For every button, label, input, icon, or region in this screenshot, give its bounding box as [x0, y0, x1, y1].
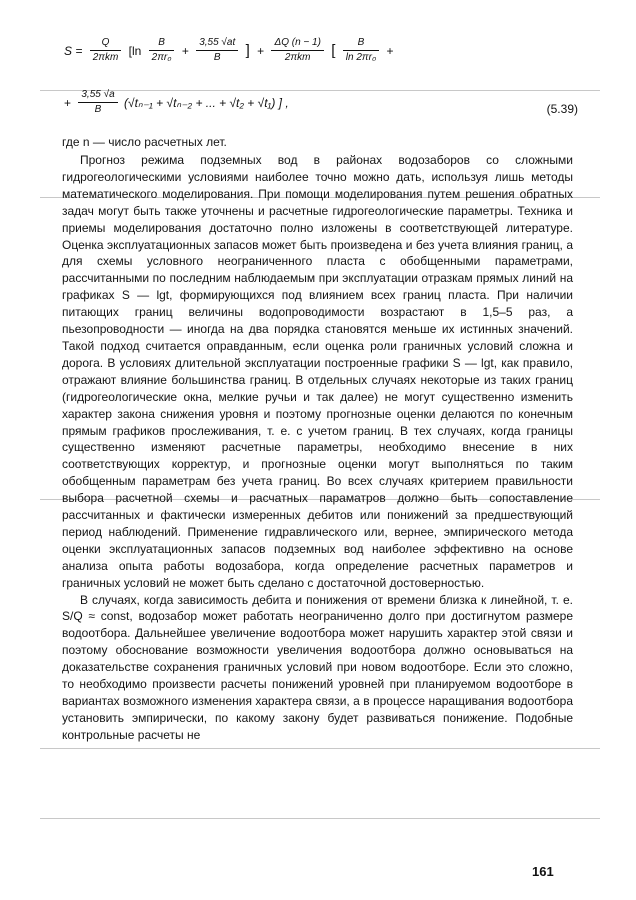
fraction-b-ln2pir0: $\frac{B}{\text{ln 2πr₀}}$: [343, 36, 379, 65]
plus-sign: +: [181, 43, 189, 58]
fraction-dq-n-1: $\frac{\Delta Q (n - 1)}{\text{2πkm}}$: [271, 36, 323, 65]
paragraph-1: Прогноз режима подземных вод в районах водозаборов со сложными гидрогеологическими условиями наиболее точно можно дать, используя лишь методы математического моделирования. При помощи моделирования путем решения обратных задач могут быть также уточнены и расчетные гидрогеологические параметры. Техника и приемы моделирования достаточно полно изложены в соответствующей литературе. Оценка эксплуатационных запасов может быть произведена и без учета влияния границ, а для схемы условного неограниченного пласта с обобщенными параметрами, рассчитанными по последним наблюдаемым при эксплуатации отразкам прямых линий на графиках S — lgt, формирующихся под влиянием всех границ пласта. При наличии питающих границ величины водопроводимости возрастают в 1,5–5 раз, а пьезопроводности — иногда на два порядка становятся меньше их истинных значений. Такой подход считается оправданным, если оценка роли граничных условий сложна и дорога. В условиях длительной эксплуатации построенные графики S — lgt, как правило, отражают влияние большинства границ. В отдельных случаях некоторые из таких границ (гидрогеологические окна, мелкие ручьи и так далее) не могут существенно изменить характер закона снижения уровня и поэтому прогнозные оценки делаются по конечным прямым графиков прослеживания, т. е. с учетом границ. В тех случаях, когда границы существенно изменяют расчетные параметры, необходимо внесение в них соответствующих корректур, и прогнозные оценки могут выполняться по таким обобщенным параметрам без учета границ. Во всех случаях критерием правильности выбора расчетной схемы и расчатных параматров должно быть сопоставление рассчитанных и фактически измеренных дебитов или понижений за предшествующий период наблюдений. Применение гидравлического или, вернее, эмпирического метода оценки эксплуатационных запасов подземных вод наиболее эффективно на основе анализа опыта работы водозабора, когда определение расчетных параметров и граничных условий не может быть сделано с достаточной достоверностью.: [62, 153, 573, 590]
sum-of-roots: (√tₙ₋₁ + √tₙ₋₂ + ... + √t₂ + √t₁) ] ,: [124, 95, 289, 110]
scan-line: [40, 818, 600, 819]
plus-sign: +: [64, 95, 72, 110]
formula-line-2: [62, 88, 582, 128]
page-number: 161: [532, 864, 554, 879]
bracket-open: [: [331, 42, 336, 59]
formula-line-1: [62, 36, 582, 88]
fraction-q-2pikm: $\frac{Q}{\text{2πkm}}$: [90, 36, 122, 65]
fraction-b-2pir0: $\frac{B}{\text{2πr₀}}$: [149, 36, 175, 65]
equation-number: (5.39): [546, 102, 578, 116]
plus-sign: +: [386, 43, 394, 58]
body-text: [62, 152, 573, 744]
scan-line: [40, 748, 600, 749]
fraction-355-sqrt-a: $\frac{3,55 √a}{B}$: [78, 88, 117, 117]
fraction-355-sqrt-at: $\frac{3,55 √at}{B}$: [196, 36, 238, 65]
plus-sign: +: [257, 43, 265, 58]
paragraph-2: В случаях, когда зависимость дебита и понижения от времени близка к линейной, т. е. S/Q ≈ const, водозабор может работать неограниченно долго при достигнутом размере водоотбора. Дальнейшее увеличение водоотбора может нарушить характер этой связи и поэтому обоснование возможности увеличения водоотбора должно основываться на доказательстве сохранения граничных условий при новом водоотборе. Если это сложно, то необходимо произвести расчеты понижений уровней при планируемом водоотборе в вариантах возможного изменения характера связи, а в процессе наращивания водоотбора установить эмпирически, по какому закону будет развиваться понижение. Подобные контрольные расчеты не: [62, 592, 573, 742]
formula-s-eq: S =: [64, 43, 83, 58]
where-line: где n — число расчетных лет.: [62, 135, 227, 149]
bracket-close: ]: [245, 42, 250, 59]
bracket-open-ln: [ln: [128, 43, 142, 58]
